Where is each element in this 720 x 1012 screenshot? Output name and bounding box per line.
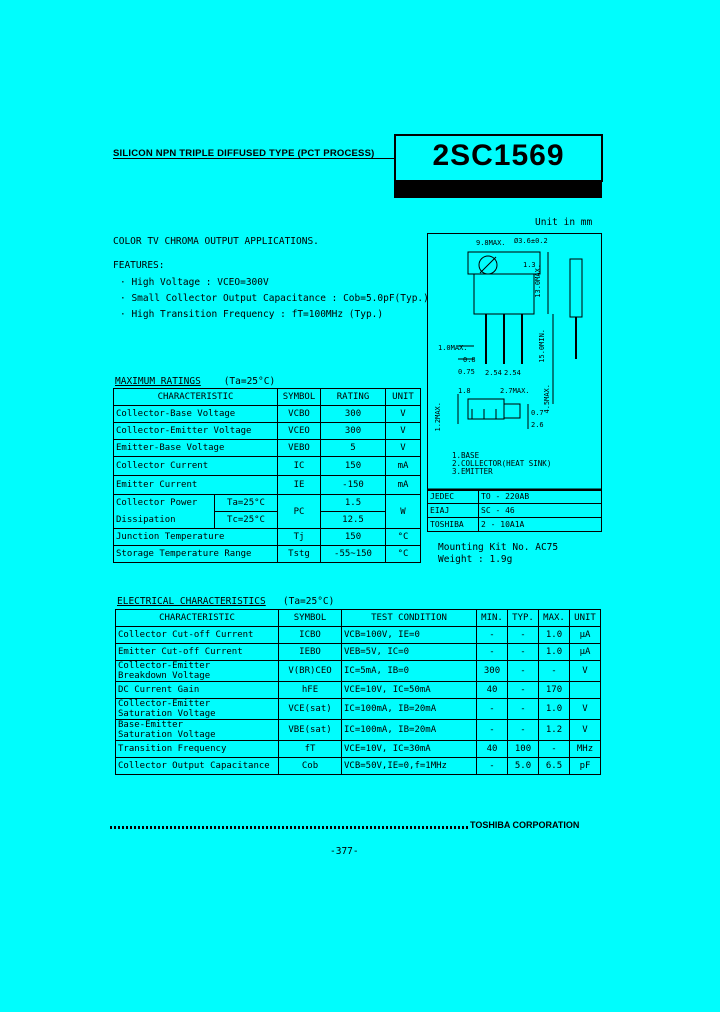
package-standards-table (427, 489, 602, 532)
table-row: Collector Output Capacitance Cob VCB=50V,IE=0,f=1MHz - 5.0 6.5 pF (116, 758, 601, 775)
dim-label: 2.6 (531, 421, 544, 429)
features-title: FEATURES: (113, 260, 165, 271)
unit-note: Unit in mm (535, 217, 593, 228)
table-row: Emitter-Base Voltage VEBO 5 V (114, 440, 421, 457)
table-header-row: CHARACTERISTIC SYMBOL TEST CONDITION MIN. TYP. MAX. UNIT (116, 610, 601, 627)
table-row: TOSHIBA 2 - 10A1A (428, 518, 602, 532)
table-row: Dissipation Tc=25°C 12.5 (114, 512, 421, 529)
electrical-title: ELECTRICAL CHARACTERISTICS (Ta=25°C) (117, 596, 335, 607)
page-number: -377- (330, 846, 359, 857)
table-row: Emitter Current IE -150 mA (114, 476, 421, 495)
dim-label: 1.8 (458, 387, 471, 395)
weight: Weight : 1.9g (438, 554, 513, 565)
table-row: Junction Temperature Tj 150 °C (114, 529, 421, 546)
table-row: Collector Current IC 150 mA (114, 457, 421, 476)
table-header-row: CHARACTERISTIC SYMBOL RATING UNIT (114, 389, 421, 406)
dim-label: 15.0MIN. (538, 329, 546, 363)
max-ratings-table (113, 388, 421, 563)
dim-label: 1.0MAX. (438, 344, 468, 352)
part-number-bar (394, 180, 602, 198)
table-row: Transition Frequency fT VCE=10V, IC=30mA 40 100 - MHz (116, 741, 601, 758)
pin-legend: 1.BASE 2.COLLECTOR(HEAT SINK) 3.EMITTER (452, 451, 552, 476)
feature-item: · Small Collector Output Capacitance : Cob=5.0pF(Typ.) (120, 293, 429, 304)
dim-label: 0.75 (458, 368, 475, 376)
dim-label: 9.8MAX. (476, 239, 506, 247)
dim-label: Ø3.6±0.2 (514, 237, 548, 245)
table-row: Collector-Emitter Voltage VCEO 300 V (114, 423, 421, 440)
table-row: Base-Emitter Saturation Voltage VBE(sat) IC=100mA, IB=20mA - - 1.2 V (116, 720, 601, 741)
table-row: Storage Temperature Range Tstg -55~150 °C (114, 546, 421, 563)
header-rule (113, 158, 403, 159)
dim-label: 2.54 (504, 369, 521, 377)
table-row: Collector Cut-off Current ICBO VCB=100V, IE=0 - - 1.0 μA (116, 627, 601, 644)
table-row: EIAJ SC - 46 (428, 504, 602, 518)
dim-label: 2.7MAX. (500, 387, 530, 395)
dim-label: 0.8 (463, 356, 476, 364)
table-row: Emitter Cut-off Current IEBO VEB=5V, IC=0 - - 1.0 μA (116, 644, 601, 661)
footer-rule (110, 826, 468, 829)
feature-item: · High Transition Frequency : fT=100MHz (Typ.) (120, 309, 384, 320)
table-row: Collector Power Ta=25°C PC 1.5 W (114, 495, 421, 512)
dim-label: 2.54 (485, 369, 502, 377)
mounting-kit: Mounting Kit No. AC75 (438, 542, 559, 553)
company-name: TOSHIBA CORPORATION (470, 820, 580, 830)
part-number: 2SC1569 (432, 139, 565, 172)
package-drawing-frame (427, 233, 602, 491)
dim-label: 0.7 (531, 409, 544, 417)
max-ratings-title: MAXIMUM RATINGS (Ta=25°C) (115, 376, 276, 387)
table-row: JEDEC TO - 220AB (428, 490, 602, 504)
feature-item: · High Voltage : VCEO=300V (120, 277, 269, 288)
table-row: Collector-Base Voltage VCBO 300 V (114, 406, 421, 423)
table-row: Collector-Emitter Breakdown Voltage V(BR)CEO IC=5mA, IB=0 300 - - V (116, 661, 601, 682)
dim-label: 1.3 (523, 261, 536, 269)
dim-label: 1.2MAX. (434, 402, 442, 432)
dim-label: 4.5MAX. (543, 384, 551, 414)
part-number-box (394, 134, 603, 182)
table-row: DC Current Gain hFE VCE=10V, IC=50mA 40 - 170 (116, 682, 601, 699)
electrical-characteristics-table (115, 609, 601, 775)
application-text: COLOR TV CHROMA OUTPUT APPLICATIONS. (113, 236, 319, 247)
dim-label: 13.0MAX. (534, 264, 542, 298)
table-row: Collector-Emitter Saturation Voltage VCE(sat) IC=100mA, IB=20mA - - 1.0 V (116, 699, 601, 720)
device-type-text: SILICON NPN TRIPLE DIFFUSED TYPE (PCT PROCESS) (113, 148, 375, 159)
